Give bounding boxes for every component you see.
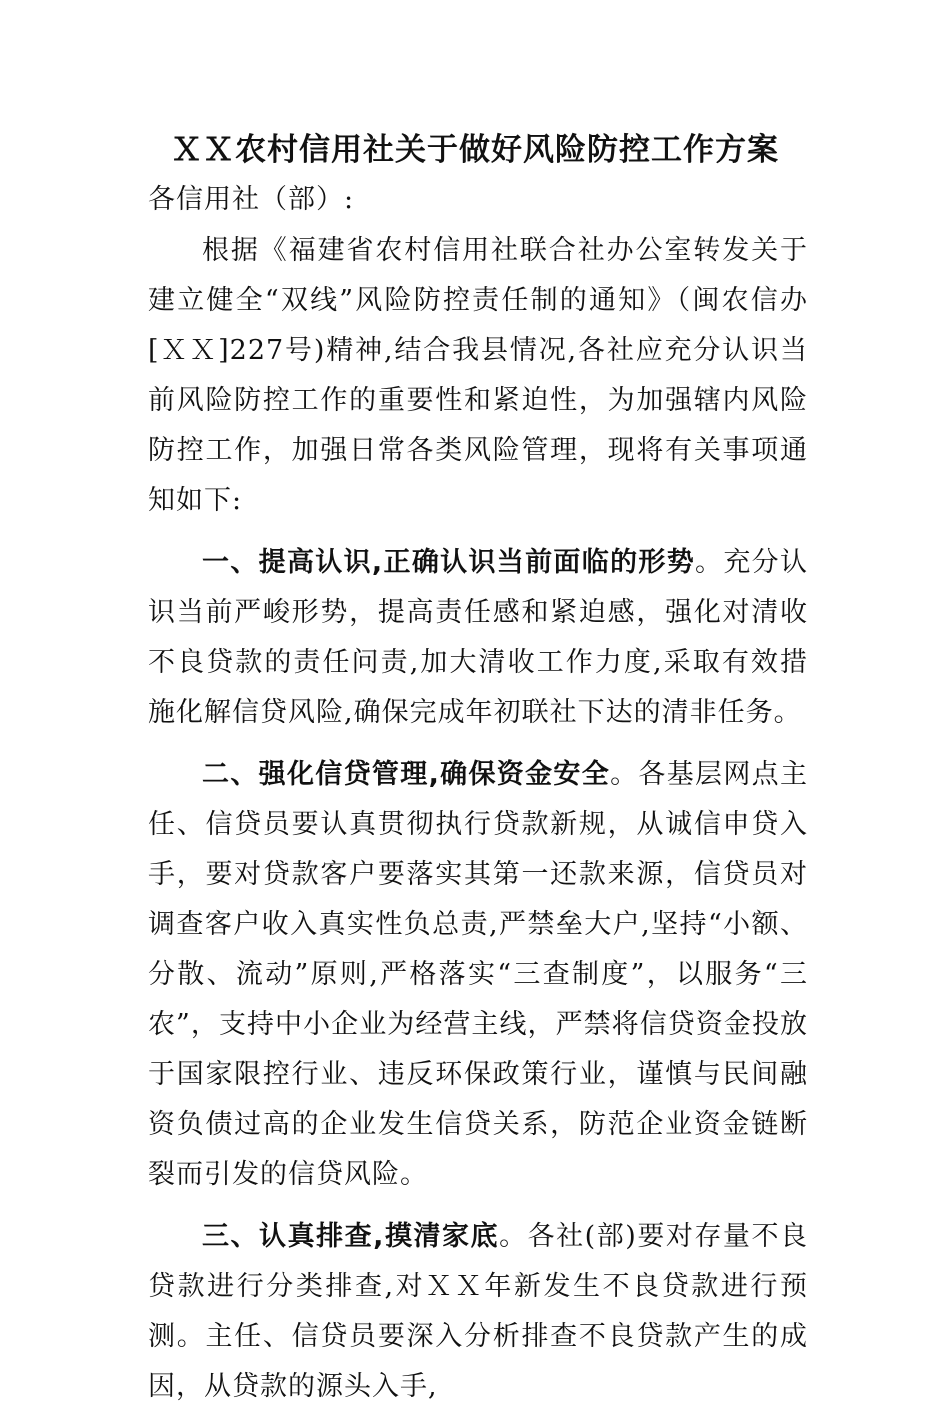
- paragraph-text: 。各基层网点主任、信贷员要认真贯彻执行贷款新规，从诚信申贷入手，要对贷款客户要落实其第一还款来源，信贷员对调查客户收入真实性负总责,严禁垒大户,坚持“小额、分散、流动”原则,严格落实“三查制度”，以服务“三农”，支持中小企业为经营主线，严禁将信贷资金投放于国家限控行业、违反环保政策行业，谨慎与民间融资负债过高的企业发生信贷关系，防范企业资金链断裂而引发的信贷风险。: [148, 759, 809, 1190]
- salutation: 各信用社（部）:: [148, 184, 355, 215]
- paragraph-section-2: [148, 750, 808, 1200]
- paragraph-text: 。充分认识当前严峻形势，提高责任感和紧迫感，强化对清收不良贷款的责任问责,加大清收工作力度,采取有效措施化解信贷风险,确保完成年初联社下达的清非任务。: [148, 547, 808, 728]
- paragraph-text: 。各社(部)要对存量不良贷款进行分类排查,对ＸＸ年新发生不良贷款进行预测。主任、信贷员要深入分析排查不良贷款产生的成因，从贷款的源头入手,: [148, 1221, 808, 1402]
- document-title: ＸＸ农村信用社关于做好风险防控工作方案: [171, 132, 779, 168]
- paragraph-intro: [148, 226, 808, 526]
- section-heading: 三、认真排查,摸清家底: [202, 1221, 500, 1252]
- document-body: [148, 226, 808, 1424]
- section-heading: 二、强化信贷管理,确保资金安全: [202, 759, 611, 790]
- paragraph-text: 根据《福建省农村信用社联合社办公室转发关于建立健全“双线”风险防控责任制的通知》（闽农信办[ＸＸ]227号)精神,结合我县情况,各社应充分认识当前风险防控工作的重要性和紧迫性，为加强辖内风险防控工作，加强日常各类风险管理，现将有关事项通知如下:: [148, 235, 808, 516]
- paragraph-section-1: [148, 538, 808, 738]
- paragraph-section-3: [148, 1212, 808, 1412]
- section-heading: 一、提高认识,正确认识当前面临的形势: [202, 547, 696, 578]
